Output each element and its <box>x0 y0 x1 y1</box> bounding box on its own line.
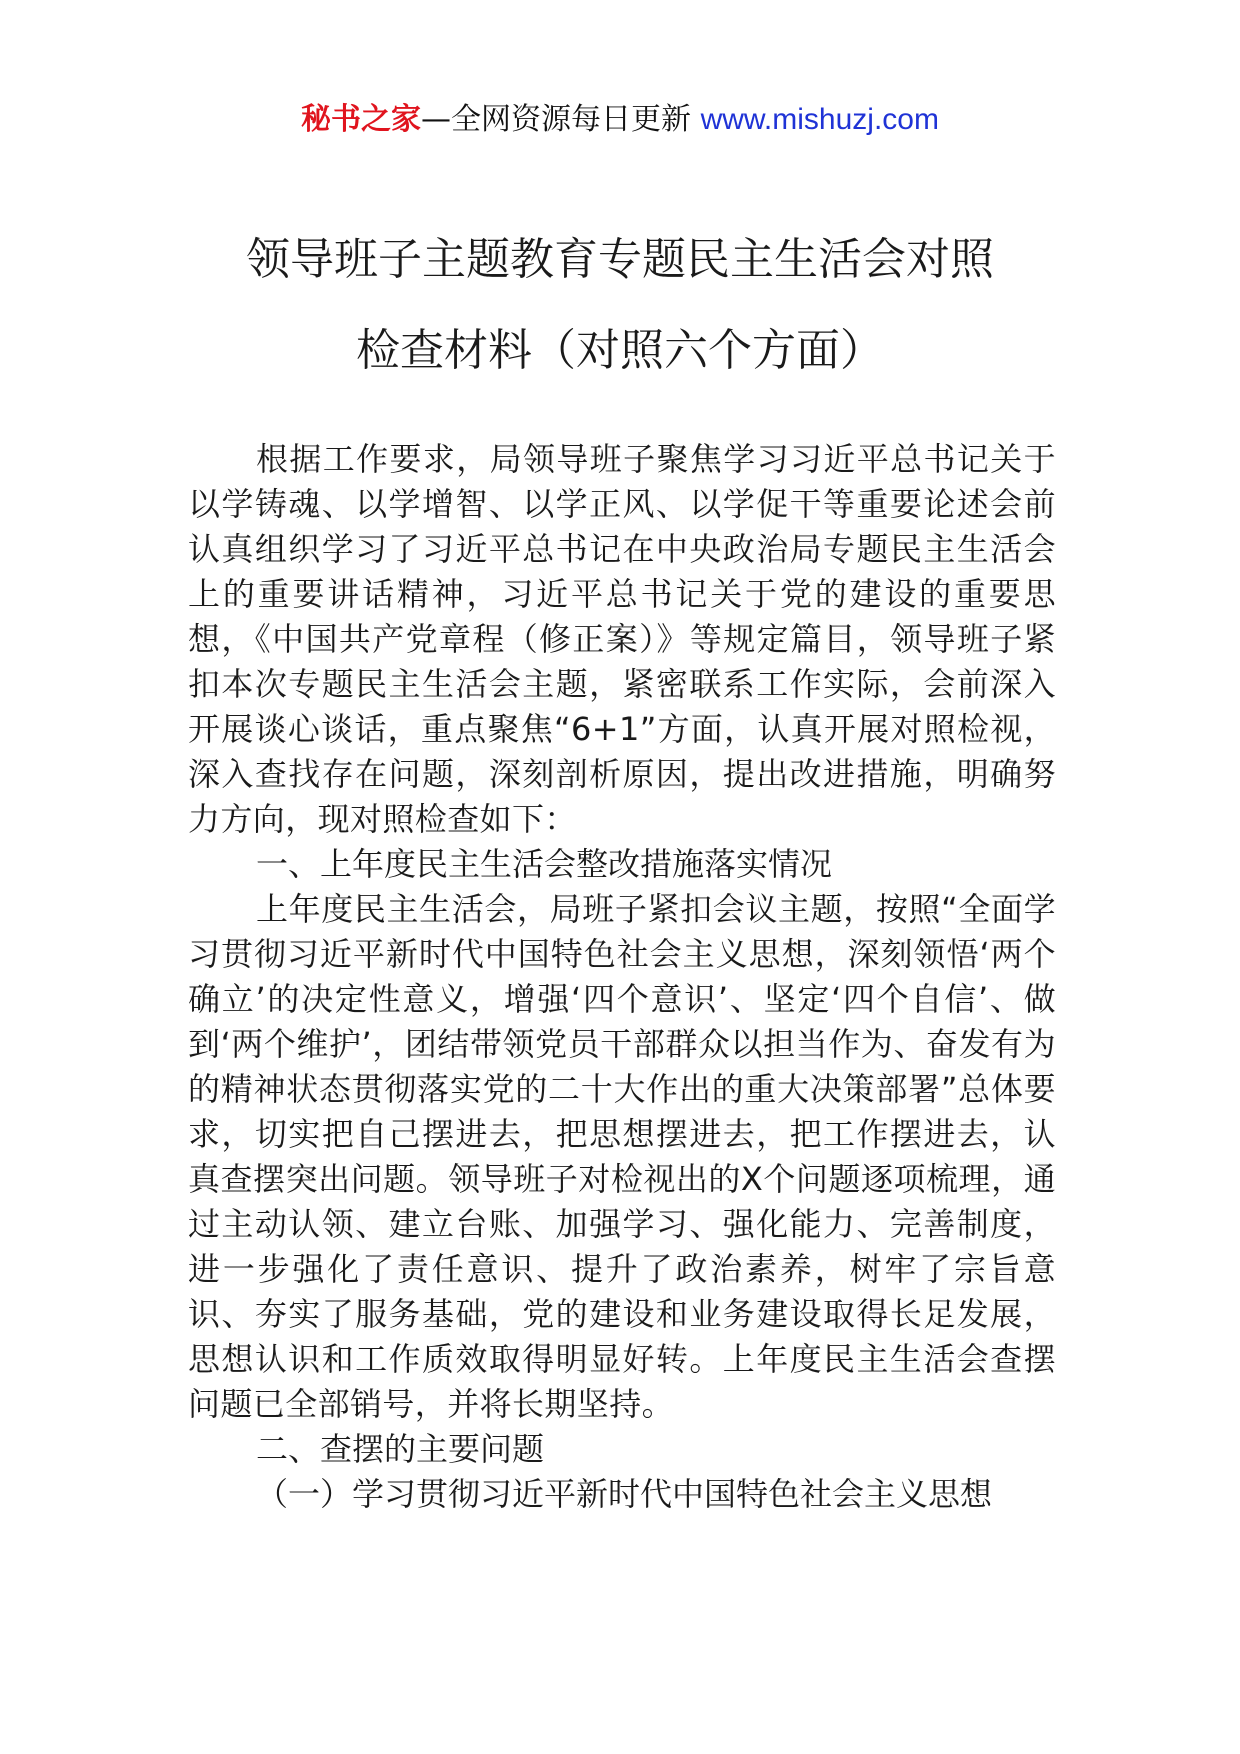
site-url-link[interactable]: www.mishuzj.com <box>700 103 939 136</box>
section-1-heading: 一、上年度民主生活会整改措施落实情况 <box>256 845 833 883</box>
site-tagline: —全网资源每日更新 <box>421 102 701 137</box>
section-1-paragraph: 上年度民主生活会，局班子紧扣会议主题，按照“全面学习贯彻习近平新时代中国特色社会主义思想，深刻领悟‘两个确立’的决定性意义，增强‘四个意识’、坚定‘四个自信’、做到‘两个维护’，团结带领党员干部群众以担当作为、奋发有为的精神状态贯彻落实党的二十大作出的重大决策部署”总体要求，切实把自己摆进去，把思想摆进去，把工作摆进去，认真查摆突出问题。领导班子对检视出的X个问题逐项梳理，通过主动认领、建立台账、加强学习、强化能力、完善制度，进一步强化了责任意识、提升了政治素养，树牢了宗旨意识、夯实了服务基础，党的建设和业务建设取得长足发展，思想认识和工作质效取得明显好转。上年度民主生活会查摆问题已全部销号，并将长期坚持。 <box>188 890 1056 1423</box>
site-name: 秘书之家 <box>301 102 422 137</box>
document-title-line-1: 领导班子主题教育专题民主生活会对照 <box>246 234 994 285</box>
section-2-subheading-1: （一）学习贯彻习近平新时代中国特色社会主义思想 <box>256 1475 993 1513</box>
document-title-line-2: 检查材料（对照六个方面） <box>356 325 884 376</box>
document-body <box>188 437 1056 1517</box>
intro-paragraph: 根据工作要求，局领导班子聚焦学习习近平总书记关于以学铸魂、以学增智、以学正风、以学促干等重要论述会前认真组织学习了习近平总书记在中央政治局专题民主生活会上的重要讲话精神，习近平总书记关于党的建设的重要思想，《中国共产党章程（修正案）》等规定篇目，领导班子紧扣本次专题民主生活会主题，紧密联系工作实际，会前深入开展谈心谈话，重点聚焦“6+1”方面，认真开展对照检视，深入查找存在问题，深刻剖析原因，提出改进措施，明确努力方向，现对照检查如下： <box>188 440 1056 838</box>
section-2-heading: 二、查摆的主要问题 <box>256 1430 545 1468</box>
site-header <box>0 100 1240 140</box>
